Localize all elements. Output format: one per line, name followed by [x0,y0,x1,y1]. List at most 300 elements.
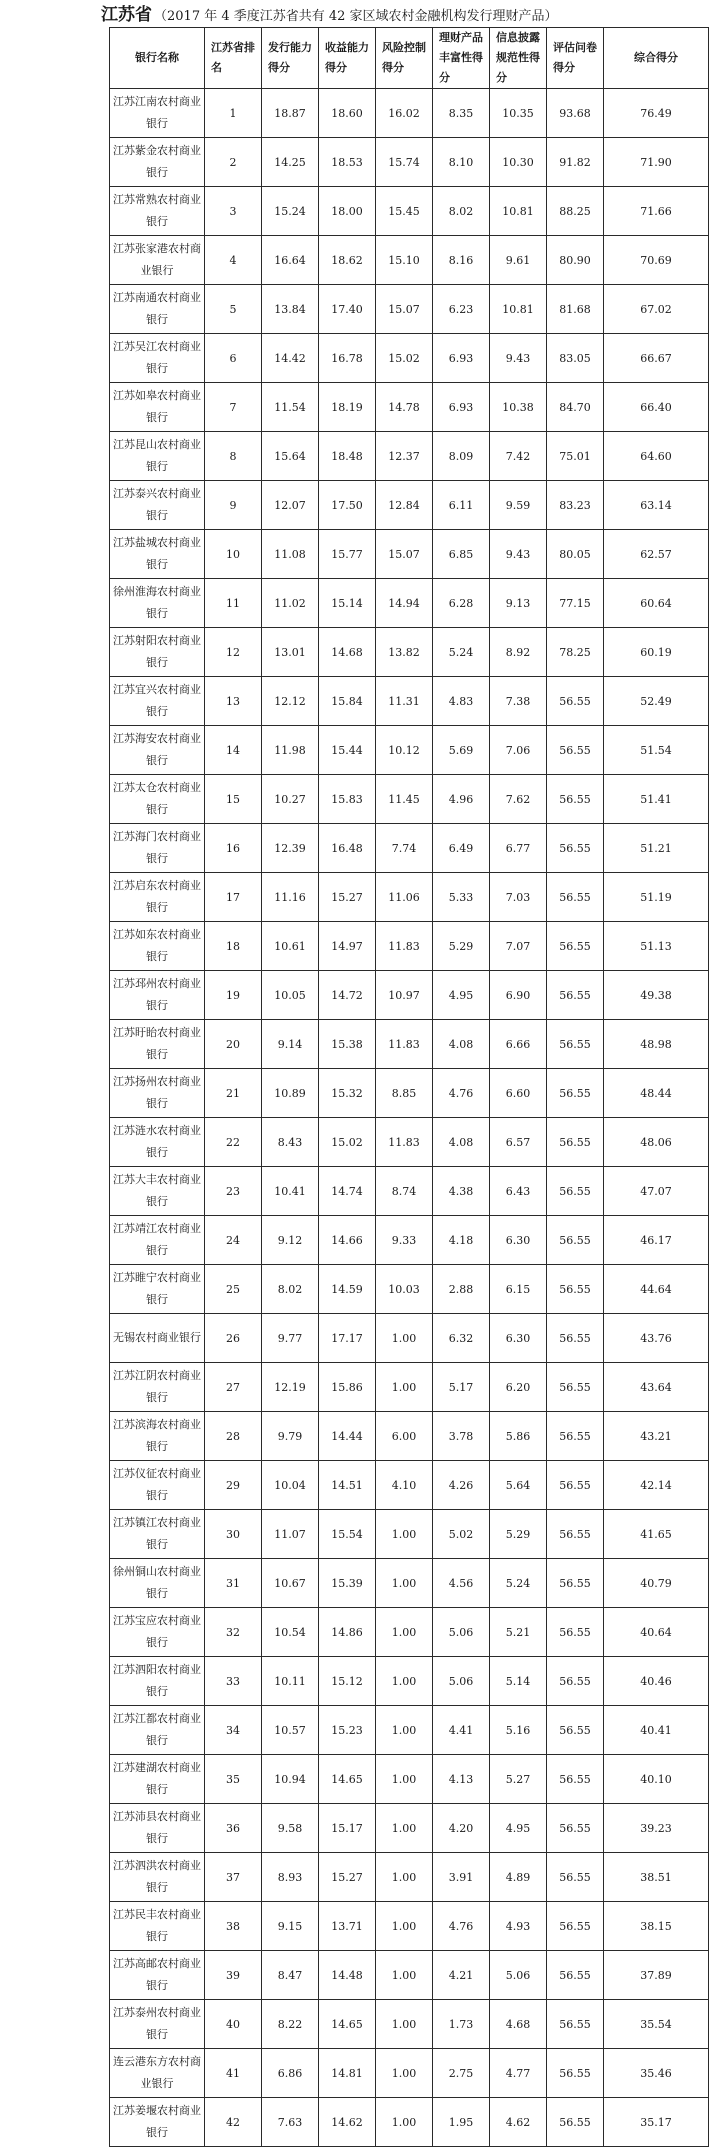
cell-total-score: 46.17 [604,1216,709,1265]
table-row [110,628,709,677]
cell-product-variety-score: 4.13 [433,1755,490,1804]
cell-total-score: 37.89 [604,1951,709,2000]
cell-total-score: 43.21 [604,1412,709,1461]
cell-risk-score: 1.00 [376,1608,433,1657]
cell-rank: 28 [205,1412,262,1461]
cell-issuance-score: 8.22 [262,2000,319,2049]
table-row [110,432,709,481]
cell-bank-name: 江苏沛县农村商业银行 [110,1804,205,1853]
cell-rank: 36 [205,1804,262,1853]
cell-risk-score: 11.31 [376,677,433,726]
cell-rank: 30 [205,1510,262,1559]
cell-disclosure-score: 4.68 [490,2000,547,2049]
cell-rank: 6 [205,334,262,383]
cell-disclosure-score: 9.61 [490,236,547,285]
cell-rank: 38 [205,1902,262,1951]
cell-return-score: 16.78 [319,334,376,383]
cell-product-variety-score: 4.41 [433,1706,490,1755]
cell-risk-score: 1.00 [376,1804,433,1853]
cell-return-score: 14.65 [319,1755,376,1804]
table-row [110,1020,709,1069]
cell-risk-score: 15.07 [376,285,433,334]
table-row [110,89,709,138]
cell-bank-name: 江苏启东农村商业银行 [110,873,205,922]
cell-product-variety-score: 4.38 [433,1167,490,1216]
cell-risk-score: 8.85 [376,1069,433,1118]
cell-risk-score: 11.45 [376,775,433,824]
table-row [110,1069,709,1118]
cell-product-variety-score: 8.35 [433,89,490,138]
cell-rank: 7 [205,383,262,432]
cell-return-score: 14.86 [319,1608,376,1657]
cell-rank: 33 [205,1657,262,1706]
cell-disclosure-score: 10.38 [490,383,547,432]
cell-bank-name: 江苏泗阳农村商业银行 [110,1657,205,1706]
cell-bank-name: 江苏靖江农村商业银行 [110,1216,205,1265]
cell-product-variety-score: 2.75 [433,2049,490,2098]
cell-survey-score: 83.05 [547,334,604,383]
ranking-table [109,27,709,2147]
table-row [110,1706,709,1755]
cell-issuance-score: 15.64 [262,432,319,481]
table-row [110,1608,709,1657]
cell-return-score: 18.53 [319,138,376,187]
cell-bank-name: 江苏常熟农村商业银行 [110,187,205,236]
cell-product-variety-score: 6.23 [433,285,490,334]
cell-total-score: 43.64 [604,1363,709,1412]
cell-issuance-score: 10.89 [262,1069,319,1118]
cell-risk-score: 16.02 [376,89,433,138]
cell-rank: 13 [205,677,262,726]
cell-bank-name: 江苏射阳农村商业银行 [110,628,205,677]
cell-return-score: 15.39 [319,1559,376,1608]
cell-return-score: 14.59 [319,1265,376,1314]
cell-risk-score: 11.83 [376,922,433,971]
cell-issuance-score: 12.12 [262,677,319,726]
table-row [110,187,709,236]
cell-return-score: 17.17 [319,1314,376,1363]
header-row [110,28,709,89]
cell-bank-name: 无锡农村商业银行 [110,1314,205,1363]
cell-survey-score: 88.25 [547,187,604,236]
cell-total-score: 44.64 [604,1265,709,1314]
cell-total-score: 49.38 [604,971,709,1020]
cell-bank-name: 江苏大丰农村商业银行 [110,1167,205,1216]
cell-disclosure-score: 6.30 [490,1314,547,1363]
cell-issuance-score: 9.77 [262,1314,319,1363]
cell-rank: 34 [205,1706,262,1755]
cell-total-score: 35.54 [604,2000,709,2049]
cell-total-score: 51.21 [604,824,709,873]
cell-survey-score: 56.55 [547,1608,604,1657]
cell-disclosure-score: 4.93 [490,1902,547,1951]
cell-survey-score: 56.55 [547,1069,604,1118]
cell-rank: 32 [205,1608,262,1657]
cell-issuance-score: 8.02 [262,1265,319,1314]
cell-issuance-score: 9.12 [262,1216,319,1265]
cell-product-variety-score: 4.20 [433,1804,490,1853]
cell-total-score: 70.69 [604,236,709,285]
cell-risk-score: 15.07 [376,530,433,579]
header-product-variety-score: 理财产品丰富性得分 [433,28,490,89]
cell-disclosure-score: 6.43 [490,1167,547,1216]
cell-bank-name: 江苏涟水农村商业银行 [110,1118,205,1167]
cell-issuance-score: 14.42 [262,334,319,383]
table-row [110,726,709,775]
cell-rank: 11 [205,579,262,628]
cell-return-score: 15.86 [319,1363,376,1412]
cell-return-score: 15.44 [319,726,376,775]
cell-issuance-score: 9.79 [262,1412,319,1461]
cell-risk-score: 1.00 [376,2049,433,2098]
cell-disclosure-score: 7.03 [490,873,547,922]
cell-product-variety-score: 4.76 [433,1069,490,1118]
cell-total-score: 41.65 [604,1510,709,1559]
cell-survey-score: 56.55 [547,1216,604,1265]
cell-total-score: 60.64 [604,579,709,628]
cell-product-variety-score: 8.09 [433,432,490,481]
cell-total-score: 48.06 [604,1118,709,1167]
cell-issuance-score: 10.54 [262,1608,319,1657]
cell-survey-score: 56.55 [547,1755,604,1804]
header-survey-score: 评估问卷得分 [547,28,604,89]
cell-return-score: 15.02 [319,1118,376,1167]
cell-rank: 35 [205,1755,262,1804]
cell-risk-score: 12.37 [376,432,433,481]
cell-disclosure-score: 6.30 [490,1216,547,1265]
cell-survey-score: 56.55 [547,2000,604,2049]
cell-return-score: 17.50 [319,481,376,530]
cell-issuance-score: 11.02 [262,579,319,628]
cell-issuance-score: 10.57 [262,1706,319,1755]
cell-product-variety-score: 5.33 [433,873,490,922]
cell-rank: 24 [205,1216,262,1265]
cell-survey-score: 77.15 [547,579,604,628]
cell-survey-score: 81.68 [547,285,604,334]
cell-product-variety-score: 6.85 [433,530,490,579]
cell-rank: 23 [205,1167,262,1216]
cell-return-score: 14.44 [319,1412,376,1461]
cell-risk-score: 9.33 [376,1216,433,1265]
header-risk-score: 风险控制得分 [376,28,433,89]
cell-return-score: 18.60 [319,89,376,138]
cell-disclosure-score: 5.27 [490,1755,547,1804]
cell-disclosure-score: 5.16 [490,1706,547,1755]
cell-bank-name: 江苏泰兴农村商业银行 [110,481,205,530]
header-return-score: 收益能力得分 [319,28,376,89]
cell-product-variety-score: 8.02 [433,187,490,236]
table-row [110,236,709,285]
cell-disclosure-score: 4.89 [490,1853,547,1902]
cell-disclosure-score: 5.21 [490,1608,547,1657]
table-row [110,383,709,432]
cell-rank: 10 [205,530,262,579]
cell-total-score: 35.46 [604,2049,709,2098]
table-row [110,530,709,579]
header-bank-name: 银行名称 [110,28,205,89]
cell-product-variety-score: 5.06 [433,1608,490,1657]
cell-issuance-score: 11.98 [262,726,319,775]
cell-product-variety-score: 4.26 [433,1461,490,1510]
cell-return-score: 14.74 [319,1167,376,1216]
cell-survey-score: 56.55 [547,1902,604,1951]
cell-risk-score: 15.10 [376,236,433,285]
cell-bank-name: 江苏民丰农村商业银行 [110,1902,205,1951]
cell-return-score: 15.83 [319,775,376,824]
cell-survey-score: 91.82 [547,138,604,187]
cell-issuance-score: 15.24 [262,187,319,236]
table-row [110,334,709,383]
cell-disclosure-score: 5.14 [490,1657,547,1706]
cell-survey-score: 56.55 [547,1706,604,1755]
cell-product-variety-score: 6.28 [433,579,490,628]
cell-disclosure-score: 4.95 [490,1804,547,1853]
table-row [110,1657,709,1706]
cell-survey-score: 56.55 [547,1167,604,1216]
table-row [110,1167,709,1216]
cell-risk-score: 1.00 [376,1510,433,1559]
cell-total-score: 51.41 [604,775,709,824]
cell-return-score: 15.84 [319,677,376,726]
cell-disclosure-score: 7.06 [490,726,547,775]
cell-product-variety-score: 4.56 [433,1559,490,1608]
cell-total-score: 38.51 [604,1853,709,1902]
cell-bank-name: 江苏泰州农村商业银行 [110,2000,205,2049]
cell-bank-name: 江苏紫金农村商业银行 [110,138,205,187]
header-issuance-score: 发行能力得分 [262,28,319,89]
cell-total-score: 38.15 [604,1902,709,1951]
cell-risk-score: 10.12 [376,726,433,775]
cell-bank-name: 连云港东方农村商业银行 [110,2049,205,2098]
cell-rank: 14 [205,726,262,775]
table-row [110,775,709,824]
cell-survey-score: 56.55 [547,1853,604,1902]
cell-return-score: 14.51 [319,1461,376,1510]
cell-total-score: 35.17 [604,2098,709,2147]
cell-total-score: 52.49 [604,677,709,726]
cell-product-variety-score: 2.88 [433,1265,490,1314]
cell-product-variety-score: 1.95 [433,2098,490,2147]
cell-bank-name: 江苏邳州农村商业银行 [110,971,205,1020]
cell-product-variety-score: 3.91 [433,1853,490,1902]
cell-product-variety-score: 5.06 [433,1657,490,1706]
cell-disclosure-score: 5.86 [490,1412,547,1461]
cell-return-score: 14.66 [319,1216,376,1265]
table-row [110,1461,709,1510]
cell-total-score: 40.46 [604,1657,709,1706]
cell-return-score: 16.48 [319,824,376,873]
cell-total-score: 63.14 [604,481,709,530]
cell-issuance-score: 10.05 [262,971,319,1020]
cell-product-variety-score: 5.29 [433,922,490,971]
cell-rank: 5 [205,285,262,334]
cell-rank: 15 [205,775,262,824]
cell-product-variety-score: 3.78 [433,1412,490,1461]
cell-total-score: 42.14 [604,1461,709,1510]
cell-risk-score: 1.00 [376,1559,433,1608]
cell-bank-name: 江苏盱眙农村商业银行 [110,1020,205,1069]
cell-rank: 21 [205,1069,262,1118]
cell-total-score: 64.60 [604,432,709,481]
cell-risk-score: 15.02 [376,334,433,383]
cell-disclosure-score: 7.42 [490,432,547,481]
cell-disclosure-score: 6.77 [490,824,547,873]
cell-issuance-score: 11.07 [262,1510,319,1559]
cell-rank: 8 [205,432,262,481]
cell-return-score: 15.23 [319,1706,376,1755]
cell-disclosure-score: 6.20 [490,1363,547,1412]
cell-disclosure-score: 7.62 [490,775,547,824]
header-disclosure-score: 信息披露规范性得分 [490,28,547,89]
cell-product-variety-score: 4.96 [433,775,490,824]
cell-rank: 39 [205,1951,262,2000]
cell-risk-score: 11.83 [376,1020,433,1069]
cell-product-variety-score: 6.11 [433,481,490,530]
cell-return-score: 15.12 [319,1657,376,1706]
cell-rank: 40 [205,2000,262,2049]
cell-rank: 25 [205,1265,262,1314]
cell-rank: 2 [205,138,262,187]
cell-risk-score: 1.00 [376,1706,433,1755]
cell-product-variety-score: 4.08 [433,1118,490,1167]
cell-risk-score: 15.45 [376,187,433,236]
cell-total-score: 40.41 [604,1706,709,1755]
cell-return-score: 15.27 [319,873,376,922]
cell-issuance-score: 11.16 [262,873,319,922]
table-row [110,873,709,922]
cell-return-score: 14.68 [319,628,376,677]
table-row [110,971,709,1020]
cell-product-variety-score: 6.93 [433,334,490,383]
cell-bank-name: 徐州淮海农村商业银行 [110,579,205,628]
cell-total-score: 51.19 [604,873,709,922]
cell-risk-score: 15.74 [376,138,433,187]
cell-survey-score: 56.55 [547,2049,604,2098]
cell-issuance-score: 16.64 [262,236,319,285]
cell-return-score: 15.17 [319,1804,376,1853]
cell-total-score: 62.57 [604,530,709,579]
cell-rank: 41 [205,2049,262,2098]
cell-rank: 9 [205,481,262,530]
cell-risk-score: 1.00 [376,2098,433,2147]
cell-rank: 26 [205,1314,262,1363]
cell-total-score: 40.79 [604,1559,709,1608]
table-row [110,1853,709,1902]
cell-issuance-score: 8.93 [262,1853,319,1902]
cell-bank-name: 江苏扬州农村商业银行 [110,1069,205,1118]
cell-product-variety-score: 4.18 [433,1216,490,1265]
cell-disclosure-score: 10.30 [490,138,547,187]
table-row [110,677,709,726]
cell-survey-score: 80.05 [547,530,604,579]
table-row [110,1363,709,1412]
table-row [110,1559,709,1608]
table-row [110,1412,709,1461]
cell-risk-score: 6.00 [376,1412,433,1461]
table-row [110,285,709,334]
cell-disclosure-score: 4.77 [490,2049,547,2098]
cell-issuance-score: 12.39 [262,824,319,873]
cell-total-score: 47.07 [604,1167,709,1216]
cell-bank-name: 江苏江都农村商业银行 [110,1706,205,1755]
cell-disclosure-score: 6.15 [490,1265,547,1314]
cell-return-score: 14.97 [319,922,376,971]
cell-rank: 17 [205,873,262,922]
cell-disclosure-score: 7.07 [490,922,547,971]
cell-disclosure-score: 10.35 [490,89,547,138]
cell-disclosure-score: 8.92 [490,628,547,677]
cell-product-variety-score: 8.10 [433,138,490,187]
cell-survey-score: 78.25 [547,628,604,677]
cell-return-score: 14.72 [319,971,376,1020]
cell-survey-score: 93.68 [547,89,604,138]
cell-disclosure-score: 9.59 [490,481,547,530]
page-title [101,4,558,26]
cell-risk-score: 1.00 [376,1657,433,1706]
table-row [110,2049,709,2098]
cell-survey-score: 56.55 [547,1951,604,2000]
cell-disclosure-score: 5.64 [490,1461,547,1510]
cell-product-variety-score: 6.93 [433,383,490,432]
cell-survey-score: 75.01 [547,432,604,481]
cell-return-score: 15.32 [319,1069,376,1118]
header-rank: 江苏省排名 [205,28,262,89]
cell-bank-name: 江苏睢宁农村商业银行 [110,1265,205,1314]
cell-risk-score: 10.03 [376,1265,433,1314]
cell-bank-name: 江苏太仓农村商业银行 [110,775,205,824]
cell-issuance-score: 10.94 [262,1755,319,1804]
cell-issuance-score: 13.84 [262,285,319,334]
cell-rank: 42 [205,2098,262,2147]
cell-issuance-score: 8.47 [262,1951,319,2000]
cell-rank: 16 [205,824,262,873]
table-row [110,2098,709,2147]
cell-risk-score: 1.00 [376,1853,433,1902]
cell-risk-score: 10.97 [376,971,433,1020]
cell-bank-name: 江苏江阴农村商业银行 [110,1363,205,1412]
cell-risk-score: 1.00 [376,2000,433,2049]
cell-bank-name: 江苏泗洪农村商业银行 [110,1853,205,1902]
table-row [110,481,709,530]
table-row [110,1951,709,2000]
cell-total-score: 43.76 [604,1314,709,1363]
cell-disclosure-score: 4.62 [490,2098,547,2147]
cell-disclosure-score: 7.38 [490,677,547,726]
cell-issuance-score: 14.25 [262,138,319,187]
table-row [110,138,709,187]
cell-survey-score: 56.55 [547,1020,604,1069]
cell-disclosure-score: 9.43 [490,530,547,579]
cell-product-variety-score: 6.32 [433,1314,490,1363]
cell-bank-name: 江苏仪征农村商业银行 [110,1461,205,1510]
cell-survey-score: 56.55 [547,1559,604,1608]
cell-survey-score: 56.55 [547,2098,604,2147]
cell-risk-score: 12.84 [376,481,433,530]
cell-issuance-score: 12.19 [262,1363,319,1412]
cell-product-variety-score: 4.83 [433,677,490,726]
cell-survey-score: 56.55 [547,726,604,775]
header-total-score: 综合得分 [604,28,709,89]
cell-total-score: 40.10 [604,1755,709,1804]
cell-risk-score: 1.00 [376,1363,433,1412]
cell-rank: 29 [205,1461,262,1510]
cell-bank-name: 江苏海安农村商业银行 [110,726,205,775]
cell-rank: 27 [205,1363,262,1412]
cell-risk-score: 14.94 [376,579,433,628]
cell-disclosure-score: 10.81 [490,285,547,334]
cell-rank: 20 [205,1020,262,1069]
cell-return-score: 13.71 [319,1902,376,1951]
